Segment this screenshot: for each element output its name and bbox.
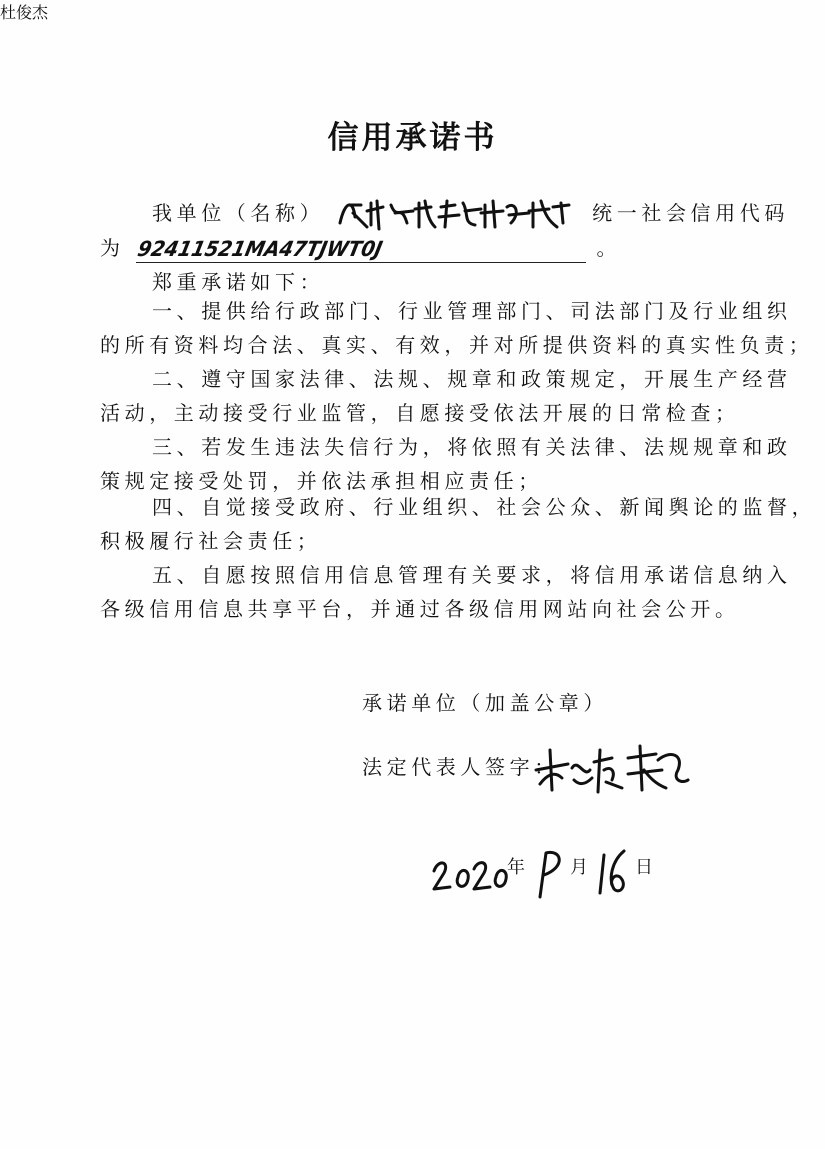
item-3-line-2: 策规定接受处罚，并依法承担相应责任； (100, 469, 543, 493)
year-handwriting (430, 853, 512, 897)
item-5-line-2: 各级信用信息共享平台，并通过各级信用网站向社会公开。 (100, 597, 740, 621)
intro-mid: 统一社会信用代码 (592, 201, 789, 225)
credit-code-field (136, 238, 586, 263)
credit-code-handwriting: 92411521MA47TJWT0J (135, 237, 385, 261)
year-label: 年 (507, 857, 530, 878)
intro-prefix: 我单位（名称） (152, 201, 325, 225)
month-handwriting (532, 845, 572, 901)
item-2-line-1: 二、遵守国家法律、法规、规章和政策规定，开展生产经营 (152, 367, 792, 391)
intro-line-1 (152, 198, 789, 229)
item-1-line-2: 的所有资料均合法、真实、有效，并对所提供资料的真实性负责； (100, 333, 814, 357)
item-4-line-2: 积极履行社会责任； (100, 529, 322, 553)
day-label: 日 (635, 857, 658, 878)
item-3-line-1: 三、若发生违法失信行为，将依照有关法律、法规规章和政 (152, 435, 792, 459)
lead-text: 郑重承诺如下： (152, 270, 325, 294)
item-2-line-2: 活动，主动接受行业监管，自愿接受依法开展的日常检查； (100, 401, 740, 425)
intro-line-2 (100, 233, 621, 263)
page-title: 信用承诺书 (327, 120, 498, 156)
company-name-handwriting (335, 201, 575, 229)
signature-label: 法定代表人签字： (362, 755, 559, 779)
date-row (430, 845, 690, 905)
signature-row (362, 752, 559, 782)
code-suffix: 。 (596, 236, 622, 260)
day-handwriting (594, 845, 634, 901)
document-page: 信用承诺书 我单位（名称） 统一社会信用代码 为 92411521MA47TJWT0J 。 郑重承诺如下： 一、提供给行政部门、行业管理部门、司法部门及行业组织 的所有资料均合法、真实、有效，并对所提供资料的真实性负责； 二、遵守国家法律、法规、规章和政策规定，开展生产经营 活动，主动接受行业监管，自愿接受依法开展的日常检查； 三、若发生违法失信行为，将依照有关法律、法规规章和政 策规定接受处罚，并依法承担相应责任； 四、自觉接受政府、行业组织、社会公众、新闻舆论的监督， 积极履行社会责任； 五、自愿按照信用信息管理有关要求，将信用承诺信息纳入 各级信用信息共享平台，并通过各级信用网站向社会公开。 承诺单位（加盖公章） 法定代表人签字： 杜俊杰 年 月 日 (0, 0, 825, 1149)
item-5-line-1: 五、自愿按照信用信息管理有关要求，将信用承诺信息纳入 (152, 563, 792, 587)
seal-label: 承诺单位（加盖公章） (362, 691, 608, 715)
signature-handwriting (532, 740, 692, 798)
item-1-line-1: 一、提供给行政部门、行业管理部门、司法部门及行业组织 (152, 299, 792, 323)
item-4-line-1: 四、自觉接受政府、行业组织、社会公众、新闻舆论的监督， (152, 495, 817, 519)
month-label: 月 (570, 857, 593, 878)
code-prefix: 为 (100, 236, 125, 260)
